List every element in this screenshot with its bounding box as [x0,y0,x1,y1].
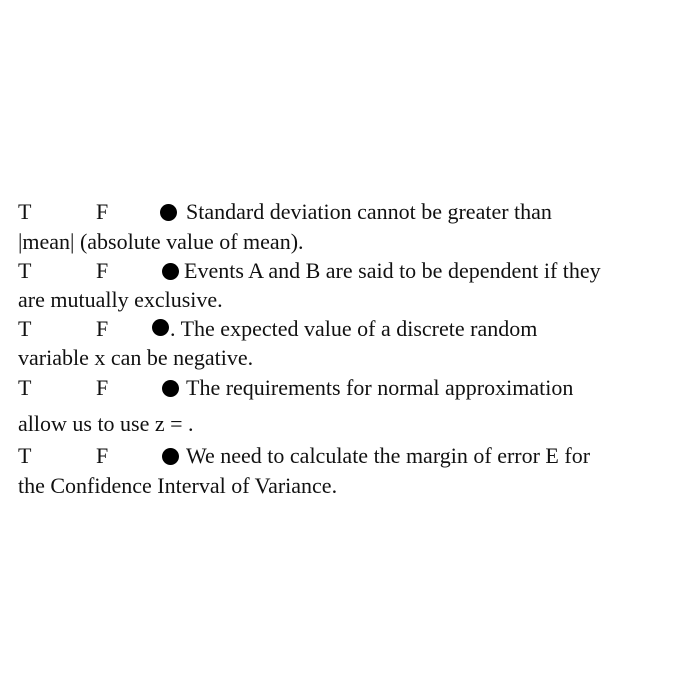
question-4-text: The requirements for normal approximation [186,375,574,400]
true-option[interactable]: T [18,258,32,283]
answer-bullet-icon[interactable] [162,448,179,465]
answer-bullet-icon[interactable] [162,380,179,397]
question-2-continuation: are mutually exclusive. [18,287,223,312]
question-5-continuation: the Confidence Interval of Variance. [18,473,338,498]
false-option[interactable]: F [96,199,109,224]
true-option[interactable]: T [18,316,32,341]
question-4-continuation: allow us to use z = . [18,411,194,436]
true-option[interactable]: T [18,199,32,224]
false-option[interactable]: F [96,375,109,400]
question-1-continuation: |mean| (absolute value of mean). [18,229,304,254]
answer-bullet-icon[interactable] [152,319,169,336]
question-3-continuation: variable x can be negative. [18,345,254,370]
question-5-text: We need to calculate the margin of error E for [186,443,591,468]
question-2-text: Events A and B are said to be dependent if they [184,258,601,283]
false-option[interactable]: F [96,443,109,468]
question-3-text: . The expected value of a discrete random [170,316,538,341]
true-option[interactable]: T [18,443,32,468]
question-1-text: Standard deviation cannot be greater than [186,199,552,224]
false-option[interactable]: F [96,316,109,341]
answer-bullet-icon[interactable] [162,263,179,280]
false-option[interactable]: F [96,258,109,283]
answer-bullet-icon[interactable] [160,204,177,221]
true-option[interactable]: T [18,375,32,400]
